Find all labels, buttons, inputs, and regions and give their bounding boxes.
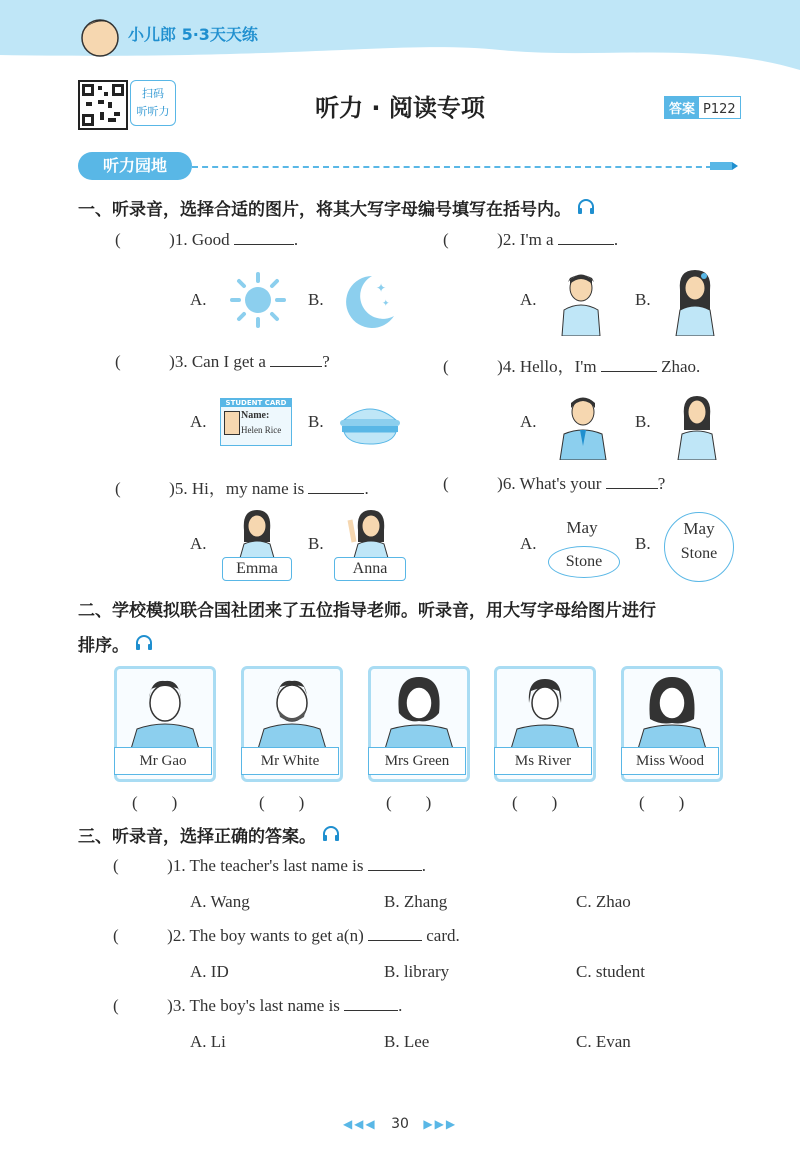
option-a: A. [190, 412, 207, 431]
p1-item-2 [443, 230, 618, 250]
item-num: )3. [169, 352, 188, 371]
teacher-portrait-icon [497, 669, 593, 749]
item-text: What's your [519, 474, 602, 493]
p3-q1-option-c[interactable]: C. Zhao [576, 892, 631, 911]
item-text: Hello，I'm [519, 357, 597, 376]
card-name-label: Name: [241, 410, 270, 421]
p3-question-2 [113, 926, 460, 946]
section-label: 听力园地 [78, 152, 192, 180]
girl-student-icon[interactable] [670, 266, 720, 336]
paren: ( [113, 996, 119, 1015]
teacher-portrait-icon [244, 669, 340, 749]
item-tail: Zhao. [661, 357, 701, 376]
p3-question-3 [113, 996, 402, 1016]
p3-q3-option-a[interactable]: A. Li [190, 1032, 226, 1051]
moon-icon[interactable] [342, 272, 398, 330]
option-a: A. [520, 290, 537, 309]
qr-note-line2: 听听力 [136, 105, 170, 118]
item-tail: . [421, 856, 426, 875]
part2-heading [78, 596, 768, 656]
part3-heading-text: 三、听录音，选择正确的答案。 [78, 827, 316, 847]
p1-item-1 [115, 230, 298, 250]
option-a: A. [520, 534, 537, 553]
option-b: B. [635, 534, 651, 553]
item-text: The teacher's last name is [189, 856, 364, 875]
teacher-name: Mr White [241, 747, 339, 775]
item-text: Can I get a [191, 352, 266, 371]
option-b: B. [635, 412, 651, 431]
right-arrows-icon: ▶▶▶ [423, 1117, 458, 1131]
teacher-card-3 [368, 666, 470, 782]
teacher-card-1 [114, 666, 216, 782]
svg-text:✦: ✦ [382, 299, 390, 309]
item-num: )4. [497, 357, 516, 376]
item-text: Hi，my name is [191, 479, 305, 498]
item-text: Good [191, 230, 230, 249]
teacher-name: Ms River [494, 747, 592, 775]
p1-item-5 [115, 474, 369, 499]
item-num: )1. [169, 230, 188, 249]
item-num: )2. [167, 926, 186, 945]
item-text: The boy's last name is [189, 996, 340, 1015]
fill-blank[interactable] [308, 493, 364, 494]
paren: ( [115, 352, 121, 371]
answer-page: P122 [703, 102, 736, 117]
svg-text:✦: ✦ [376, 281, 387, 295]
teacher-card-2 [241, 666, 343, 782]
option-a: A. [190, 534, 207, 553]
student-card[interactable] [220, 398, 292, 446]
teacher-portrait-icon [371, 669, 467, 749]
section-divider [192, 166, 712, 168]
paren: ( [113, 926, 119, 945]
paren: ( [443, 474, 449, 493]
p1-item-6 [443, 474, 665, 494]
hamburger-icon[interactable] [336, 398, 404, 448]
option-b: B. [635, 290, 651, 309]
teacher-name: Mrs Green [368, 747, 466, 775]
card-photo [224, 411, 240, 435]
item-num: )5. [169, 479, 188, 498]
answer-slot[interactable]: ( ) [259, 793, 305, 812]
headphones-icon [135, 635, 153, 651]
item-text: I'm a [519, 230, 554, 249]
headphones-icon [577, 199, 595, 215]
option-6b-circle [664, 512, 734, 582]
item-num: )1. [167, 856, 186, 875]
item-num: )3. [167, 996, 186, 1015]
part3-heading [78, 822, 340, 847]
sun-icon[interactable] [228, 270, 288, 330]
item-tail: ? [657, 474, 666, 493]
item-num: )6. [497, 474, 516, 493]
pencil-icon [710, 160, 738, 172]
option-b: B. [308, 290, 324, 309]
fill-blank[interactable] [270, 366, 322, 367]
headphones-icon [322, 826, 340, 842]
option-b: B. [308, 412, 324, 431]
teacher-portrait-icon [624, 669, 720, 749]
item-tail: ? [322, 352, 330, 371]
teacher-name: Miss Wood [621, 747, 719, 775]
item-tail: . [613, 230, 619, 249]
page-title: 听力 · 阅读专项 [315, 94, 485, 122]
p3-q1-option-b[interactable]: B. Zhang [384, 892, 448, 911]
fill-blank[interactable] [558, 244, 614, 245]
option-a: A. [520, 412, 537, 431]
part2-heading-line1: 二、学校模拟联合国社团来了五位指导老师。听录音，用大写字母给图片进行 [78, 601, 656, 621]
fill-blank[interactable] [234, 244, 294, 245]
p3-q3-option-b[interactable]: B. Lee [384, 1032, 430, 1051]
answer-label: 答案 [665, 97, 699, 118]
answer-slot[interactable]: ( ) [639, 793, 685, 812]
item-tail: . [398, 996, 403, 1015]
option-6b-second: Stone [680, 545, 718, 562]
brand-logo-text: 小儿郎 5·3天天练 [128, 25, 258, 44]
fill-blank[interactable] [606, 488, 658, 489]
p1-item-3 [115, 352, 330, 372]
item-text: The boy wants to get a(n) [189, 926, 364, 945]
option-a: A. [190, 290, 207, 309]
paren: ( [443, 230, 449, 249]
p3-question-1 [113, 856, 426, 876]
option-6a-circled: Stone [548, 546, 620, 578]
p3-q2-option-c[interactable]: C. student [576, 962, 645, 981]
name-label-emma: Emma [222, 557, 292, 581]
item-tail: card. [426, 926, 460, 945]
paren: ( [115, 479, 121, 498]
option-6a-first: May [566, 518, 598, 537]
left-arrows-icon: ◀◀◀ [342, 1117, 377, 1131]
teacher-portrait-icon [117, 669, 213, 749]
answer-slot[interactable]: ( ) [512, 793, 558, 812]
part2-heading-line2: 排序。 [78, 636, 129, 656]
teacher-card-4 [494, 666, 596, 782]
p3-q1-option-a[interactable]: A. Wang [190, 892, 250, 911]
page-number: 30 [391, 1116, 409, 1132]
p3-q2-option-b[interactable]: B. library [384, 962, 450, 981]
answer-slot[interactable]: ( ) [386, 793, 432, 812]
qr-note-line1: 扫码 [142, 87, 164, 100]
item-tail: . [293, 230, 299, 249]
paren: ( [443, 357, 449, 376]
fill-blank[interactable] [344, 1010, 398, 1011]
paren: ( [113, 856, 119, 875]
man-icon[interactable] [556, 390, 610, 460]
p3-q2-option-a[interactable]: A. ID [190, 962, 229, 981]
woman-icon[interactable] [672, 390, 722, 460]
teacher-card-5 [621, 666, 723, 782]
part1-heading-text: 一、听录音，选择合适的图片，将其大写字母编号填写在括号内。 [78, 200, 571, 220]
paren: ( [115, 230, 121, 249]
option-6b-first: May [683, 519, 715, 538]
p3-q3-option-c[interactable]: C. Evan [576, 1032, 631, 1051]
p1-item-4 [443, 352, 700, 377]
card-name-value: Helen Rice [241, 425, 282, 435]
name-label-anna: Anna [334, 557, 406, 581]
boy-student-icon[interactable] [556, 266, 606, 336]
fill-blank[interactable] [601, 371, 657, 372]
item-num: )2. [497, 230, 516, 249]
girl-waving-icon[interactable] [232, 506, 282, 558]
fill-blank[interactable] [368, 940, 422, 941]
option-b: B. [308, 534, 324, 553]
card-title: STUDENT CARD [221, 399, 291, 407]
answer-tag [664, 96, 741, 119]
part1-heading [78, 195, 595, 220]
item-tail: . [364, 479, 369, 498]
teacher-name: Mr Gao [114, 747, 212, 775]
page-footer [0, 1116, 800, 1132]
answer-slot[interactable]: ( ) [132, 793, 178, 812]
fill-blank[interactable] [368, 870, 422, 871]
girl-raising-hand-icon[interactable] [346, 506, 396, 558]
